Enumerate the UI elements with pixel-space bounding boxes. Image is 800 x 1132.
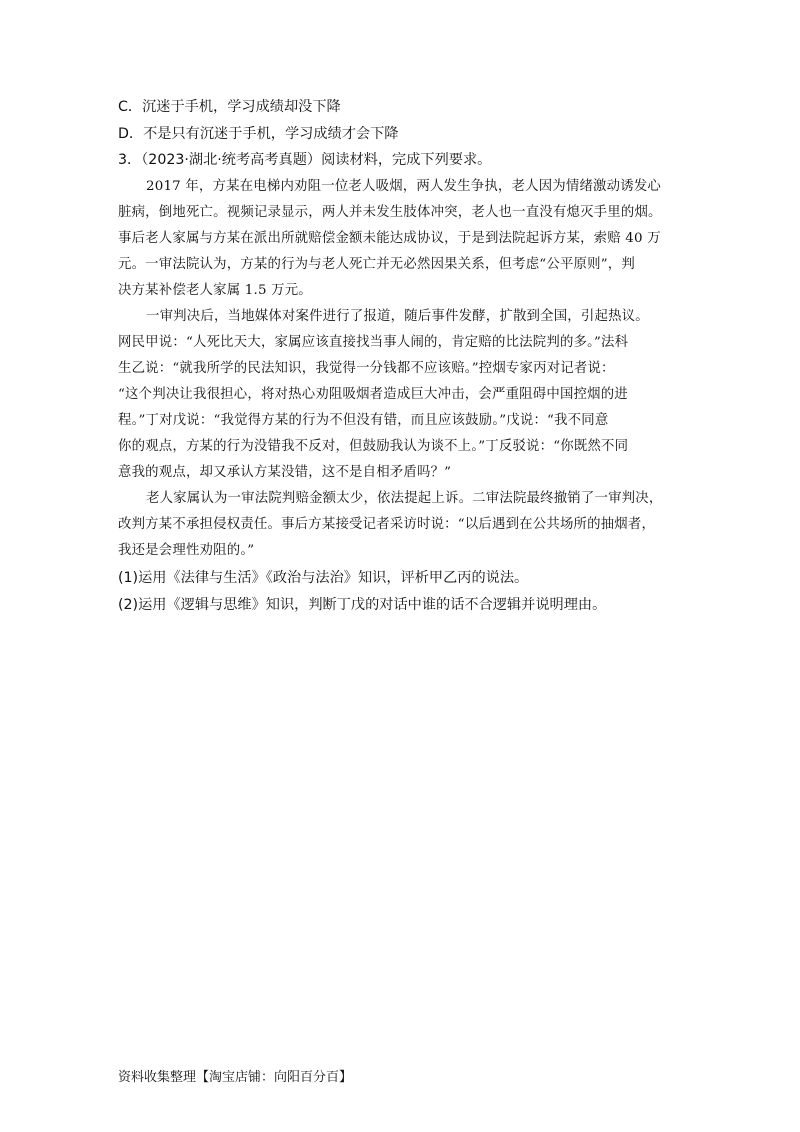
sub-question-2: (2)运用《逻辑与思维》知识，判断丁戊的对话中谁的话不合逻辑并说明理由。: [118, 597, 607, 613]
material-line: 你的观点，方某的行为没错我不反对，但鼓励我认为谈不上。”丁反驳说：“你既然不同: [118, 439, 629, 454]
material-line: 2017 年，方某在电梯内劝阻一位老人吸烟，两人发生争执，老人因为情绪激动诱发心: [146, 179, 662, 194]
material-line: 一审判决后，当地媒体对案件进行了报道，随后事件发酵，扩散到全国，引起热议。: [146, 309, 649, 324]
option-d: D．不是只有沉迷于手机，学习成绩才会下降: [118, 126, 399, 142]
question-3-header: 3．（2023·湖北·统考高考真题）阅读材料，完成下列要求。: [118, 152, 492, 168]
material-line: “这个判决让我很担心，将对热心劝阻吸烟者造成巨大冲击，会严重阻碍中国控烟的进: [118, 387, 628, 402]
material-line: 脏病，倒地死亡。视频记录显示，两人并未发生肢体冲突，老人也一直没有熄灭手里的烟。: [118, 205, 662, 220]
material-line: 意我的观点，却又承认方某没错，这不是自相矛盾吗？”: [118, 465, 452, 480]
material-line: 事后老人家属与方某在派出所就赔偿金额未能达成协议，于是到法院起诉方某，索赔 40 万: [118, 231, 661, 246]
material-line: 元。一审法院认为，方某的行为与老人死亡并无必然因果关系，但考虑“公平原则”，判: [118, 257, 635, 272]
material-line: 老人家属认为一审法院判赔金额太少，依法提起上诉。二审法院最终撤销了一审判决，: [146, 491, 663, 506]
sub-question-1: (1)运用《法律与生活》《政治与法治》知识，评析甲乙丙的说法。: [118, 570, 529, 586]
option-c: C．沉迷于手机，学习成绩却没下降: [118, 99, 341, 115]
material-line: 网民甲说：“人死比天大，家属应该直接找当事人闹的，肯定赔的比法院判的多。”法科: [118, 335, 629, 350]
material-line: 改判方某不承担侵权责任。事后方某接受记者采访时说：“以后遇到在公共场所的抽烟者，: [118, 517, 656, 532]
page-footer: 资料收集整理【淘宝店铺：向阳百分百】: [118, 1070, 353, 1085]
material-line: 我还是会理性劝阻的。”: [118, 543, 255, 558]
material-line: 程。”丁对戊说：“我觉得方某的行为不但没有错，而且应该鼓励。”戊说：“我不同意: [118, 413, 609, 428]
material-line: 决方某补偿老人家属 1.5 万元。: [118, 283, 312, 298]
material-line: 生乙说：“就我所学的民法知识，我觉得一分钱都不应该赔。”控烟专家丙对记者说：: [118, 361, 615, 376]
